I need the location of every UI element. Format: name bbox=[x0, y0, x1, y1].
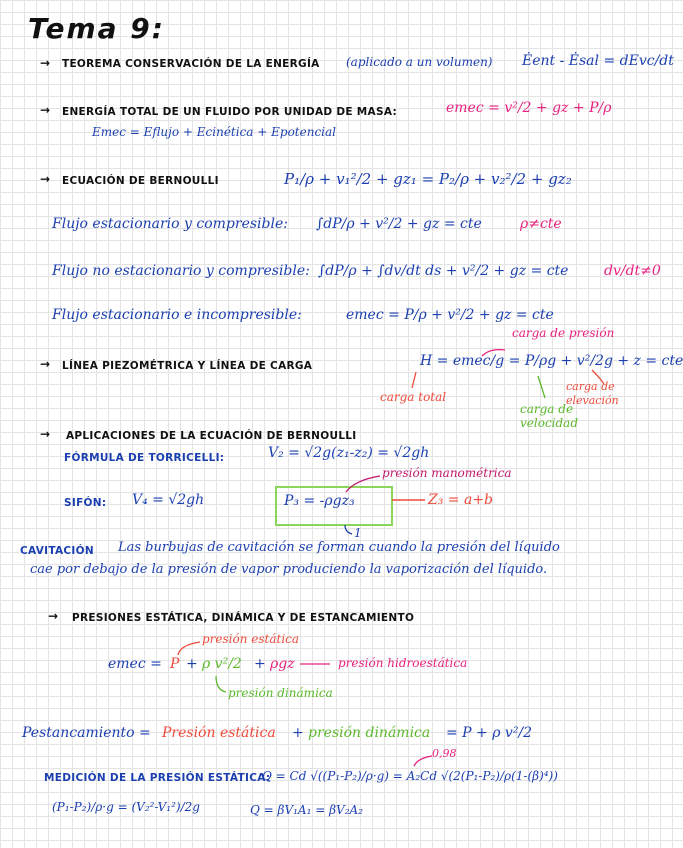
carga-presion-label: carga de presión bbox=[512, 326, 615, 340]
arrow-cd bbox=[414, 756, 432, 766]
medicion-formula-2: Q = βV₁A₁ = βV₂A₂ bbox=[250, 803, 363, 817]
bernoulli-formula: P₁/ρ + v₁²/2 + gz₁ = P₂/ρ + v₂²/2 + gz₂ bbox=[284, 170, 572, 188]
case-1-formula: ∫dP/ρ + v²/2 + gz = cte bbox=[316, 216, 482, 232]
manometrica-label: presión manométrica bbox=[382, 466, 512, 480]
estancamiento-dinamica: presión dinámica bbox=[308, 725, 431, 741]
arrow-sub1 bbox=[345, 525, 352, 534]
dinamica-label: presión dinámica bbox=[228, 686, 333, 700]
emec-lhs: emec = bbox=[108, 656, 162, 672]
carga-total-label: carga total bbox=[380, 390, 447, 404]
bullet-arrow: → bbox=[40, 427, 51, 441]
bullet-arrow: → bbox=[40, 172, 51, 186]
arrow-manometrica bbox=[346, 476, 380, 492]
bullet-arrow: → bbox=[40, 103, 51, 117]
estancamiento-lhs: Pestancamiento = bbox=[22, 725, 151, 741]
emec-plus-1: + bbox=[186, 656, 198, 672]
emec-dinamica-term: ρ v²/2 bbox=[202, 656, 242, 672]
case-3-label: Flujo estacionario e incompresible: bbox=[52, 307, 302, 323]
cd-value: 0,98 bbox=[432, 747, 457, 760]
case-2-note: dv/dt≠0 bbox=[604, 263, 661, 279]
case-3-formula: emec = P/ρ + v²/2 + gz = cte bbox=[346, 307, 554, 323]
z3-formula: Z₃ = a+b bbox=[428, 492, 494, 508]
estancamiento-plus: + bbox=[292, 725, 304, 741]
teorema-heading: TEOREMA CONSERVACIÓN DE LA ENERGÍA bbox=[62, 58, 320, 70]
energia-decomposition: Emec = Eflujo + Ecinética + Epotencial bbox=[92, 125, 337, 139]
energia-formula: emec = v²/2 + gz + P/ρ bbox=[446, 100, 612, 116]
hidro-label: presión hidroestática bbox=[338, 656, 468, 670]
cavitacion-label: CAVITACIÓN bbox=[20, 545, 94, 557]
case-2-label: Flujo no estacionario y compresible: bbox=[52, 263, 310, 279]
linea-formula: H = emec/g = P/ρg + v²/2g + z = cte bbox=[420, 353, 683, 369]
estancamiento-estatica: Presión estática bbox=[162, 725, 276, 741]
sifon-label: SIFÓN: bbox=[64, 497, 107, 509]
medicion-heading: MEDICIÓN DE LA PRESIÓN ESTÁTICA: bbox=[44, 772, 271, 784]
case-1-note: ρ≠cte bbox=[520, 216, 562, 232]
aplicaciones-heading: APLICACIONES DE LA ECUACIÓN DE BERNOULLI bbox=[66, 430, 357, 442]
bullet-arrow: → bbox=[40, 357, 51, 371]
presiones-heading: PRESIONES ESTÁTICA, DINÁMICA Y DE ESTANCAMIENTO bbox=[72, 612, 415, 624]
teorema-note: (aplicado a un volumen) bbox=[346, 55, 493, 69]
arrow-dinamica bbox=[216, 676, 226, 692]
carga-velocidad-label: carga de velocidad bbox=[520, 402, 579, 430]
estatica-label: presión estática bbox=[202, 632, 300, 646]
arrow-estatica bbox=[178, 642, 200, 655]
bullet-arrow: → bbox=[40, 56, 51, 70]
carga-elevacion-label: carga de elevación bbox=[566, 380, 619, 407]
cavitacion-text-1: Las burbujas de cavitación se forman cuando la presión del líquido bbox=[118, 540, 560, 555]
medicion-lhs-2: (P₁-P₂)/ρ·g = (V₂²-V₁²)/2g bbox=[52, 800, 200, 814]
torricelli-label: FÓRMULA DE TORRICELLI: bbox=[64, 452, 225, 464]
sifon-formula: V₄ = √2gh bbox=[132, 492, 205, 508]
arrow-carga-velocidad bbox=[538, 376, 545, 398]
cavitacion-text-2: cae por debajo de la presión de vapor produciendo la vaporización del líquido. bbox=[30, 562, 548, 577]
page-title: Tema 9: bbox=[28, 12, 165, 45]
teorema-formula: Ėent - Ėsal = dEvc/dt bbox=[522, 53, 674, 69]
bernoulli-heading: ECUACIÓN DE BERNOULLI bbox=[62, 175, 219, 187]
arrow-carga-total bbox=[412, 372, 416, 388]
case-1-label: Flujo estacionario y compresible: bbox=[52, 216, 288, 232]
boxed-formula: P₃ = -ρgz₃ bbox=[284, 493, 355, 509]
estancamiento-rhs: = P + ρ v²/2 bbox=[446, 725, 533, 741]
case-2-formula: ∫dP/ρ + ∫dv/dt ds + v²/2 + gz = cte bbox=[318, 263, 569, 279]
sub-1: 1 bbox=[354, 526, 362, 540]
bullet-arrow: → bbox=[48, 609, 59, 623]
torricelli-formula: V₂ = √2g(z₁-z₂) = √2gh bbox=[268, 445, 430, 461]
emec-P: P bbox=[170, 656, 180, 672]
energia-heading: ENERGÍA TOTAL DE UN FLUIDO POR UNIDAD DE MASA: bbox=[62, 106, 397, 118]
linea-heading: LÍNEA PIEZOMÉTRICA Y LÍNEA DE CARGA bbox=[62, 360, 313, 372]
emec-hidro-term: ρgz bbox=[270, 656, 295, 672]
emec-plus-2: + bbox=[254, 656, 266, 672]
medicion-formula-1: Q = Cd √((P₁-P₂)/ρ·g) = A₂Cd √(2(P₁-P₂)/ρ(1-(β)⁴)) bbox=[262, 769, 558, 783]
